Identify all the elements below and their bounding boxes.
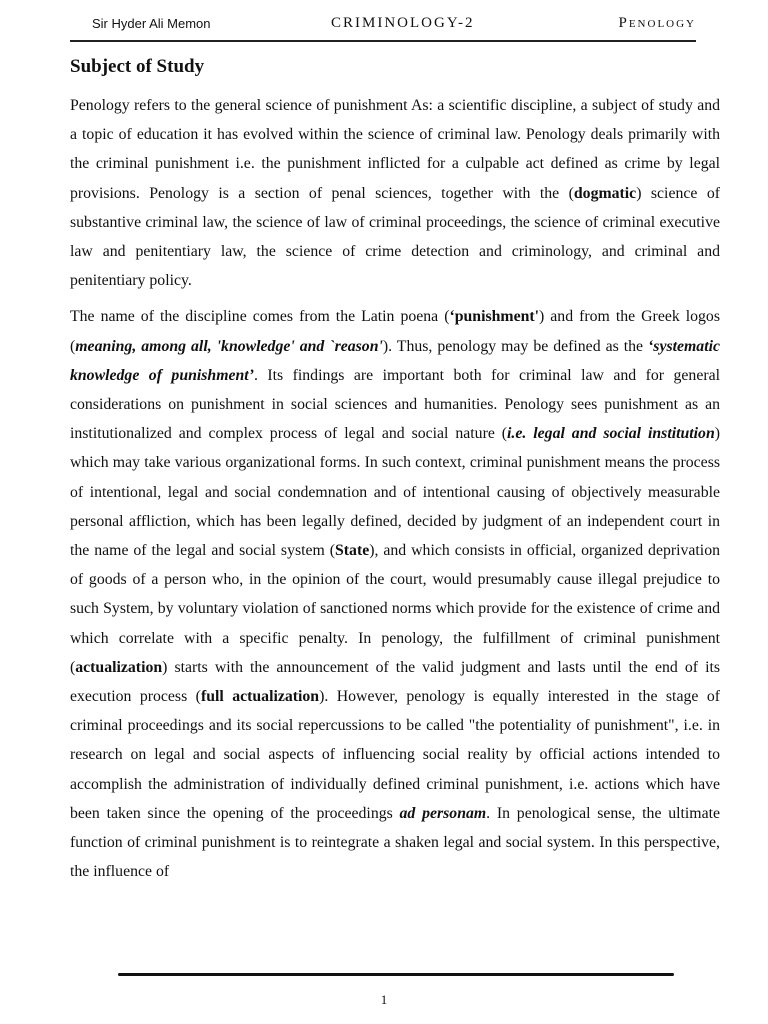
term-definition: ‘systematic knowledge of punishment’ bbox=[70, 337, 720, 384]
footer-divider bbox=[118, 973, 674, 976]
header-topic: Penology bbox=[618, 15, 696, 31]
paragraph-1: Penology refers to the general science of punishment As: a scientific discipline, a subject of study and a topic of education it has evolved within the science of criminal law. Penology deals primarily with the criminal punishment i.e. the punishment inflicted for a culpable act defined as crime by legal provisions. Penology is a section of penal sciences, together with the (dogmatic) science of substantive criminal law, the science of law of criminal proceedings, the science of criminal executive law and penitentiary law, the science of crime detection and criminology, and criminal and penitentiary policy. bbox=[70, 97, 720, 290]
header-course: CRIMINOLOGY-2 bbox=[331, 15, 475, 31]
section-title: Subject of Study bbox=[70, 56, 205, 77]
term-full-actualization: full actualization bbox=[200, 688, 320, 706]
page-number: 1 bbox=[380, 992, 388, 1007]
term-ad-personam: ad personam bbox=[399, 804, 487, 822]
term-punishment: ‘punishment' bbox=[449, 308, 540, 326]
term-dogmatic: dogmatic bbox=[573, 184, 637, 202]
term-state: State bbox=[335, 542, 370, 560]
page-header bbox=[70, 14, 696, 36]
term-actualization: actualization bbox=[75, 658, 163, 676]
body-text bbox=[70, 91, 720, 893]
paragraph-2: The name of the discipline comes from the Latin poena (‘punishment') and from the Greek logos (meaning, among all, 'knowledge' and `reason'). Thus, penology may be defined as the ‘systematic knowledge of punishment’. Its findings are important both for criminal law and for general considerations on punishment in social sciences and humanities. Penology sees punishment as an institutionalized and complex process of legal and social nature (i.e. legal and social institution) which may take various organizational forms. In such context, criminal punishment means the process of intentional, legal and social condemnation and of intentional causing of objectively measurable personal affliction, which has been legally defined, decided by judgment of an independent court in the name of the legal and social system (State), and which consists in official, organized deprivation of goods of a person who, in the opinion of the court, would presumably cause illegal prejudice to such System, by voluntary violation of sanctioned norms which provide for the existence of crime and which correlate with a specific penalty. In penology, the fulfillment of criminal punishment (actualization) starts with the announcement of the valid judgment and lasts until the end of its execution process (full actualization). However, penology is equally interested in the stage of criminal proceedings and its social repercussions to be called "the potentiality of punishment", i.e. in research on legal and social aspects of influencing social reality by official actions intended to accomplish the administration of individually defined criminal punishment, i.e. actions which have been taken since the opening of the proceedings ad personam. In penological sense, the ultimate function of criminal punishment is to reintegrate a shaken legal and social system. In this perspective, the influence of bbox=[70, 308, 720, 881]
header-divider bbox=[70, 40, 696, 42]
term-institution: i.e. legal and social institution bbox=[507, 425, 715, 443]
term-logos-meaning: meaning, among all, 'knowledge' and `reason' bbox=[75, 337, 383, 355]
header-author: Sir Hyder Ali Memon bbox=[92, 16, 211, 31]
